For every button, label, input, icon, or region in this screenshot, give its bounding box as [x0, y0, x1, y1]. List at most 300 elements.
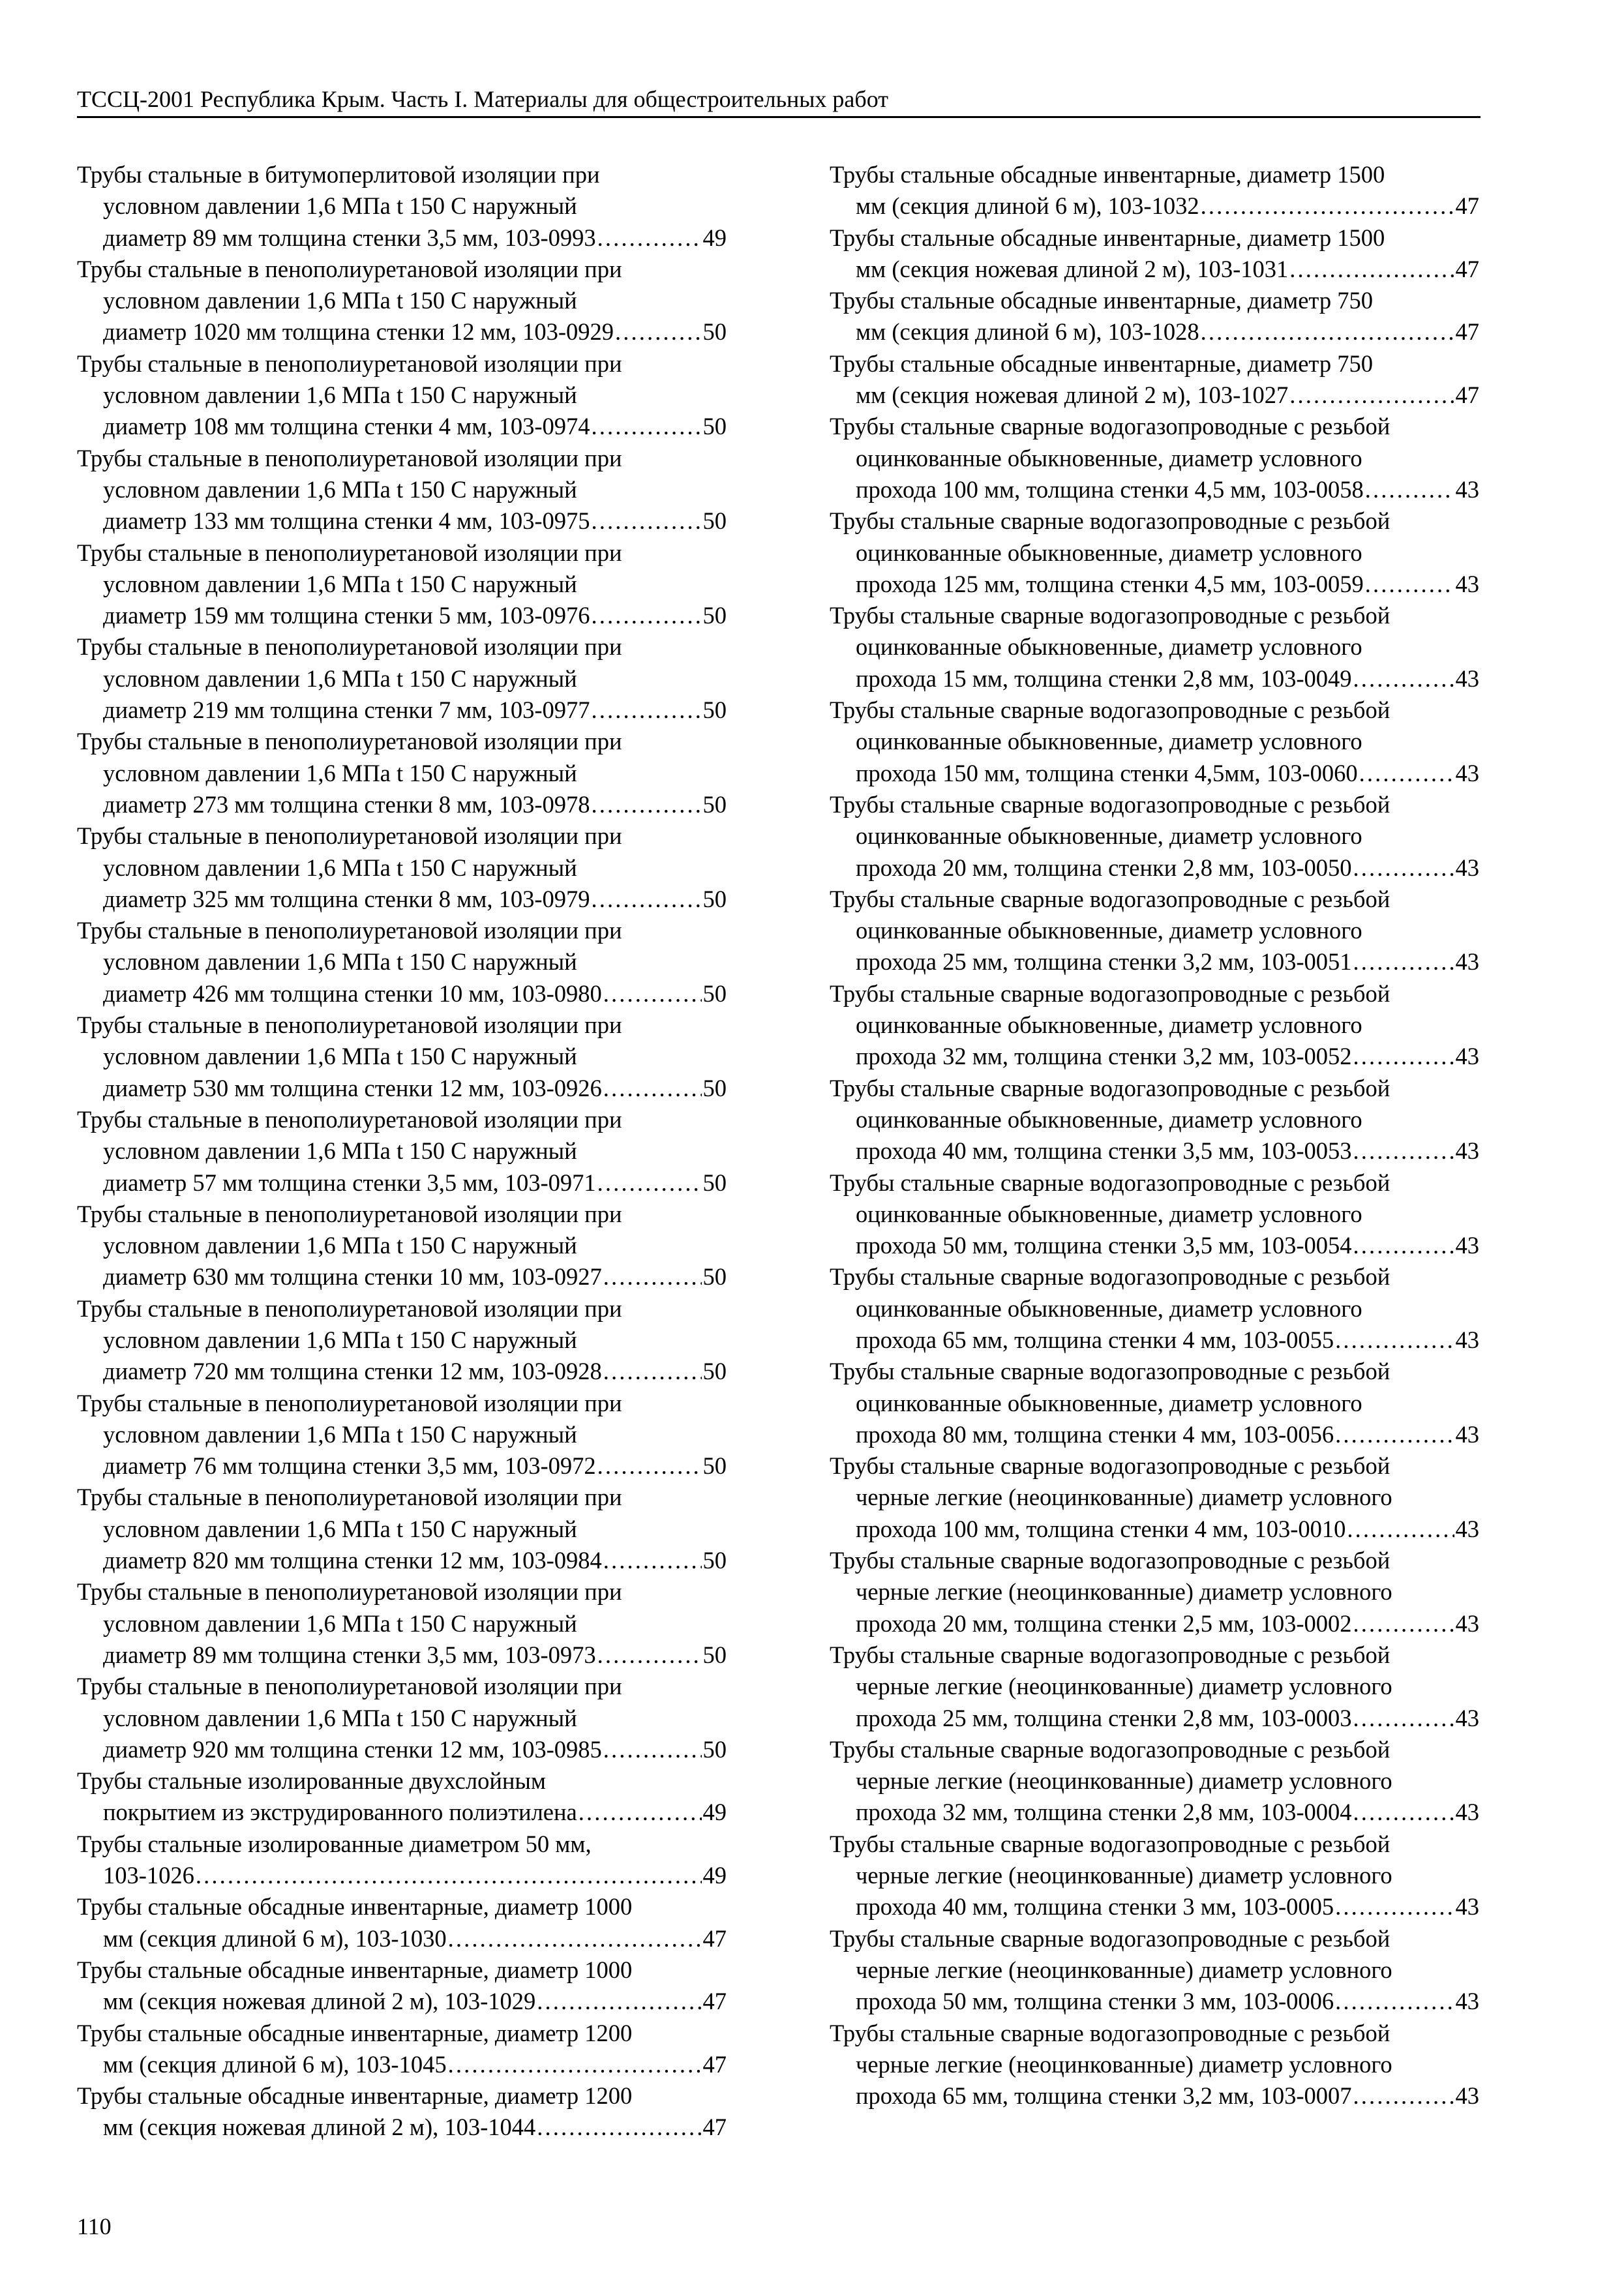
- entry-line: Трубы стальные в пенополиуретановой изоляции при: [77, 822, 622, 850]
- entry-line: черные легкие (неоцинкованные) диаметр условного: [856, 1956, 1392, 1983]
- index-entry: [77, 1671, 727, 1765]
- entry-line: Трубы стальные в пенополиуретановой изоляции при: [77, 1389, 622, 1416]
- entry-line: Трубы стальные сварные водогазопроводные с резьбой: [830, 885, 1391, 912]
- entry-last-line: [830, 1041, 1479, 1072]
- entry-last-line: [830, 380, 1479, 411]
- entry-last-line: [77, 2112, 727, 2143]
- index-entry: [830, 789, 1479, 884]
- index-entry: [830, 1450, 1479, 1545]
- entry-text: прохода 20 мм, толщина стенки 2,8 мм, 103-0050: [856, 854, 1352, 881]
- index-entry: [77, 820, 727, 915]
- entry-line: условном давлении 1,6 МПа t 150 С наружный: [103, 665, 577, 692]
- index-entry: [830, 1639, 1479, 1734]
- entry-page-number: 43: [1455, 854, 1479, 881]
- entry-page-number: 47: [1455, 192, 1479, 220]
- dot-leader: [1335, 1324, 1454, 1356]
- entry-line: оцинкованные обыкновенные, диаметр условного: [856, 539, 1362, 566]
- entry-line: оцинкованные обыкновенные, диаметр условного: [856, 1011, 1362, 1039]
- entry-text: диаметр 273 мм толщина стенки 8 мм, 103-0978: [103, 790, 590, 818]
- index-entry: [830, 1545, 1479, 1639]
- entry-line: оцинкованные обыкновенные, диаметр условного: [856, 728, 1362, 755]
- entry-page-number: 50: [702, 1641, 727, 1668]
- index-entry: [77, 631, 727, 726]
- entry-last-line: [77, 884, 727, 915]
- entry-line: условном давлении 1,6 МПа t 150 С наружный: [103, 948, 577, 976]
- dot-leader: [603, 978, 702, 1010]
- entry-text: диаметр 426 мм толщина стенки 10 мм, 103-0980: [103, 980, 602, 1007]
- index-entry: [830, 1167, 1479, 1262]
- entry-line: Трубы стальные в пенополиуретановой изоляции при: [77, 255, 622, 282]
- entry-text: диаметр 630 мм толщина стенки 10 мм, 103-0927: [103, 1263, 602, 1291]
- entry-text: диаметр 76 мм толщина стенки 3,5 мм, 103-0972: [103, 1452, 596, 1480]
- entry-page-number: 43: [1455, 1988, 1479, 2015]
- index-entry: [77, 537, 727, 632]
- entry-line: Трубы стальные в битумоперлитовой изоляции при: [77, 161, 600, 188]
- dot-leader: [597, 222, 702, 254]
- entry-line: черные легкие (неоцинкованные) диаметр условного: [856, 1673, 1392, 1700]
- entry-line: Трубы стальные в пенополиуретановой изоляции при: [77, 539, 622, 566]
- dot-leader: [1289, 254, 1454, 285]
- entry-line: черные легкие (неоцинкованные) диаметр условного: [856, 1767, 1392, 1795]
- entry-line: оцинкованные обыкновенные, диаметр условного: [856, 1389, 1362, 1416]
- index-entry: [77, 1388, 727, 1482]
- entry-text: мм (секция длиной 6 м), 103-1032: [856, 192, 1199, 220]
- entry-line: Трубы стальные сварные водогазопроводные с резьбой: [830, 1735, 1391, 1763]
- dot-leader: [592, 505, 702, 537]
- entry-line: Трубы стальные изолированные двухслойным: [77, 1767, 547, 1795]
- index-entry: [77, 2018, 727, 2081]
- entry-text: мм (секция длиной 6 м), 103-1028: [856, 318, 1199, 346]
- index-entry: [77, 1293, 727, 1388]
- entry-last-line: [77, 1923, 727, 1954]
- entry-page-number: 47: [1455, 318, 1479, 346]
- entry-page-number: 49: [702, 1799, 727, 1826]
- entry-page-number: 47: [702, 1924, 727, 1952]
- index-entry: [77, 726, 727, 820]
- entry-text: прохода 32 мм, толщина стенки 2,8 мм, 103-0004: [856, 1799, 1352, 1826]
- entry-last-line: [77, 1986, 727, 2017]
- dot-leader: [1365, 569, 1454, 600]
- entry-last-line: [830, 758, 1479, 789]
- index-entry: [77, 1765, 727, 1829]
- entry-line: условном давлении 1,6 МПа t 150 С наружный: [103, 1704, 577, 1731]
- dot-leader: [603, 1545, 702, 1576]
- entry-page-number: 47: [1455, 382, 1479, 409]
- entry-text: 103-1026: [103, 1862, 194, 1889]
- entry-last-line: [77, 505, 727, 537]
- entry-text: диаметр 530 мм толщина стенки 12 мм, 103-0926: [103, 1074, 602, 1101]
- dot-leader: [597, 1639, 702, 1671]
- index-entry: [830, 2018, 1479, 2112]
- entry-page-number: 50: [702, 1358, 727, 1385]
- entry-last-line: [830, 1419, 1479, 1450]
- entry-last-line: [77, 789, 727, 820]
- entry-page-number: 50: [702, 1547, 727, 1574]
- entry-line: Трубы стальные обсадные инвентарные, диаметр 1500: [830, 161, 1385, 188]
- entry-last-line: [77, 1734, 727, 1765]
- entry-last-line: [830, 569, 1479, 600]
- entry-line: Трубы стальные сварные водогазопроводные с резьбой: [830, 696, 1391, 724]
- dot-leader: [1353, 2080, 1454, 2112]
- entry-text: прохода 25 мм, толщина стенки 3,2 мм, 103-0051: [856, 948, 1352, 976]
- entry-line: условном давлении 1,6 МПа t 150 С наружный: [103, 287, 577, 314]
- entry-page-number: 49: [702, 224, 727, 251]
- dot-leader: [1353, 946, 1454, 978]
- entry-page-number: 43: [1455, 1232, 1479, 1259]
- dot-leader: [592, 884, 702, 915]
- index-entry: [830, 348, 1479, 411]
- dot-leader: [448, 2049, 702, 2080]
- dot-leader: [1353, 1608, 1454, 1639]
- entry-line: Трубы стальные сварные водогазопроводные с резьбой: [830, 602, 1391, 629]
- dot-leader: [1353, 1041, 1454, 1072]
- entry-line: Трубы стальные обсадные инвентарные, диаметр 1000: [77, 1956, 633, 1983]
- entry-text: прохода 25 мм, толщина стенки 2,8 мм, 103-0003: [856, 1704, 1352, 1731]
- entry-page-number: 50: [702, 318, 727, 346]
- entry-text: диаметр 820 мм толщина стенки 12 мм, 103-0984: [103, 1547, 602, 1574]
- entry-page-number: 43: [1455, 1043, 1479, 1070]
- entry-page-number: 43: [1455, 1609, 1479, 1637]
- dot-leader: [1335, 1986, 1454, 2017]
- index-entry: [830, 411, 1479, 505]
- entry-last-line: [830, 1986, 1479, 2017]
- dot-leader: [615, 316, 701, 348]
- entry-page-number: 43: [1455, 1515, 1479, 1542]
- entry-page-number: 50: [702, 790, 727, 818]
- dot-leader: [1359, 758, 1454, 789]
- index-entry: [830, 978, 1479, 1073]
- entry-line: Трубы стальные обсадные инвентарные, диаметр 750: [830, 287, 1373, 314]
- index-entry: [830, 1356, 1479, 1450]
- entry-last-line: [77, 1797, 727, 1828]
- entry-last-line: [77, 1073, 727, 1104]
- entry-line: Трубы стальные сварные водогазопроводные с резьбой: [830, 413, 1391, 440]
- entry-line: условном давлении 1,6 МПа t 150 С наружный: [103, 1232, 577, 1259]
- entry-page-number: 50: [702, 507, 727, 535]
- index-entry: [77, 1010, 727, 1104]
- entry-page-number: 43: [1455, 1893, 1479, 1921]
- index-entry: [77, 1954, 727, 2018]
- entry-page-number: 47: [702, 2114, 727, 2141]
- dot-leader: [592, 600, 702, 631]
- entry-page-number: 43: [1455, 2082, 1479, 2110]
- dot-leader: [603, 1261, 702, 1293]
- entry-page-number: 50: [702, 696, 727, 724]
- index-entry: [77, 254, 727, 348]
- entry-line: Трубы стальные в пенополиуретановой изоляции при: [77, 1578, 622, 1606]
- entry-line: Трубы стальные изолированные диаметром 50 мм,: [77, 1830, 592, 1857]
- index-entry: [830, 222, 1479, 286]
- entry-page-number: 47: [702, 2050, 727, 2078]
- entry-last-line: [830, 1891, 1479, 1922]
- entry-last-line: [830, 946, 1479, 978]
- entry-text: прохода 100 мм, толщина стенки 4 мм, 103-0010: [856, 1515, 1346, 1542]
- entry-line: Трубы стальные обсадные инвентарные, диаметр 1200: [77, 2082, 633, 2110]
- dot-leader: [1353, 1135, 1454, 1167]
- entry-page-number: 49: [702, 1862, 727, 1889]
- index-entry: [830, 1829, 1479, 1923]
- entry-text: диаметр 89 мм толщина стенки 3,5 мм, 103-0973: [103, 1641, 596, 1668]
- entry-last-line: [830, 852, 1479, 884]
- entry-text: диаметр 219 мм толщина стенки 7 мм, 103-0977: [103, 696, 590, 724]
- entry-page-number: 43: [1455, 1799, 1479, 1826]
- entry-line: оцинкованные обыкновенные, диаметр условного: [856, 1105, 1362, 1133]
- entry-last-line: [77, 1545, 727, 1576]
- entry-line: оцинкованные обыкновенные, диаметр условного: [856, 1294, 1362, 1322]
- entry-last-line: [830, 2080, 1479, 2112]
- entry-line: условном давлении 1,6 МПа t 150 С наружный: [103, 854, 577, 881]
- entry-line: Трубы стальные сварные водогазопроводные с резьбой: [830, 1263, 1391, 1291]
- dot-leader: [196, 1860, 702, 1891]
- entry-line: Трубы стальные сварные водогазопроводные с резьбой: [830, 2019, 1391, 2046]
- dot-leader: [597, 1450, 702, 1482]
- entry-line: Трубы стальные обсадные инвентарные, диаметр 1000: [77, 1893, 633, 1921]
- entry-last-line: [77, 1167, 727, 1199]
- entry-line: Трубы стальные в пенополиуретановой изоляции при: [77, 1011, 622, 1039]
- page-header: [77, 83, 1481, 118]
- page-number: 110: [77, 2213, 112, 2239]
- entry-text: прохода 65 мм, толщина стенки 4 мм, 103-0055: [856, 1326, 1334, 1353]
- entry-line: Трубы стальные в пенополиуретановой изоляции при: [77, 728, 622, 755]
- dot-leader: [537, 1986, 701, 2017]
- entry-text: диаметр 89 мм толщина стенки 3,5 мм, 103-0993: [103, 224, 596, 251]
- index-entry: [830, 600, 1479, 695]
- dot-leader: [592, 695, 702, 726]
- entry-line: условном давлении 1,6 МПа t 150 С наружный: [103, 1609, 577, 1637]
- index-entry: [830, 1261, 1479, 1356]
- index-entry: [830, 505, 1479, 600]
- entry-page-number: 43: [1455, 570, 1479, 597]
- entry-line: Трубы стальные в пенополиуретановой изоляции при: [77, 1294, 622, 1322]
- entry-text: диаметр 1020 мм толщина стенки 12 мм, 103-0929: [103, 318, 614, 346]
- entry-page-number: 43: [1455, 1326, 1479, 1353]
- entry-text: диаметр 920 мм толщина стенки 12 мм, 103-0985: [103, 1735, 602, 1763]
- entry-text: покрытием из экструдированного полиэтилена: [103, 1799, 577, 1826]
- entry-text: прохода 50 мм, толщина стенки 3 мм, 103-0006: [856, 1988, 1334, 2015]
- dot-leader: [1335, 1419, 1454, 1450]
- entry-text: прохода 150 мм, толщина стенки 4,5мм, 103-0060: [856, 759, 1358, 786]
- entry-text: мм (секция длиной 6 м), 103-1030: [103, 1924, 447, 1952]
- entry-page-number: 50: [702, 980, 727, 1007]
- entry-line: черные легкие (неоцинкованные) диаметр условного: [856, 1484, 1392, 1511]
- index-entry: [77, 1482, 727, 1576]
- dot-leader: [1353, 1230, 1454, 1261]
- entry-last-line: [830, 1135, 1479, 1167]
- entry-last-line: [77, 600, 727, 631]
- index-entry: [830, 884, 1479, 978]
- entry-page-number: 50: [702, 1263, 727, 1291]
- dot-leader: [592, 789, 702, 820]
- dot-leader: [1353, 663, 1454, 695]
- entry-line: Трубы стальные сварные водогазопроводные с резьбой: [830, 1169, 1391, 1196]
- entry-page-number: 43: [1455, 665, 1479, 692]
- entry-text: прохода 100 мм, толщина стенки 4,5 мм, 103-0058: [856, 475, 1364, 503]
- entry-last-line: [77, 411, 727, 442]
- entry-line: условном давлении 1,6 МПа t 150 С наружный: [103, 192, 577, 220]
- dot-leader: [1365, 474, 1454, 505]
- entry-line: оцинкованные обыкновенные, диаметр условного: [856, 1200, 1362, 1227]
- entry-text: диаметр 325 мм толщина стенки 8 мм, 103-0979: [103, 885, 590, 912]
- dot-leader: [1289, 380, 1454, 411]
- index-entry: [77, 2080, 727, 2144]
- entry-line: Трубы стальные сварные водогазопроводные с резьбой: [830, 1830, 1391, 1857]
- entry-page-number: 43: [1455, 1420, 1479, 1448]
- index-column-left: [77, 159, 727, 2144]
- entry-line: Трубы стальные в пенополиуретановой изоляции при: [77, 1105, 622, 1133]
- index-entry: [830, 1923, 1479, 2018]
- entry-text: прохода 50 мм, толщина стенки 3,5 мм, 103-0054: [856, 1232, 1352, 1259]
- header-title: ТССЦ-2001 Республика Крым. Часть I. Материалы для общестроительных работ: [77, 86, 888, 112]
- entry-last-line: [77, 222, 727, 254]
- entry-line: условном давлении 1,6 МПа t 150 С наружный: [103, 1420, 577, 1448]
- entry-line: условном давлении 1,6 МПа t 150 С наружный: [103, 475, 577, 503]
- entry-line: условном давлении 1,6 МПа t 150 С наружный: [103, 382, 577, 409]
- entry-last-line: [77, 1450, 727, 1482]
- entry-last-line: [830, 1608, 1479, 1639]
- entry-text: мм (секция ножевая длиной 2 м), 103-1027: [856, 382, 1289, 409]
- entry-line: оцинкованные обыкновенные, диаметр условного: [856, 917, 1362, 944]
- entry-line: оцинкованные обыкновенные, диаметр условного: [856, 633, 1362, 661]
- entry-line: Трубы стальные сварные водогазопроводные с резьбой: [830, 980, 1391, 1007]
- entry-line: Трубы стальные сварные водогазопроводные с резьбой: [830, 1074, 1391, 1101]
- index-entry: [830, 1073, 1479, 1167]
- entry-line: условном давлении 1,6 МПа t 150 С наружный: [103, 1043, 577, 1070]
- entry-line: Трубы стальные обсадные инвентарные, диаметр 750: [830, 350, 1373, 377]
- dot-leader: [1335, 1891, 1454, 1922]
- entry-line: Трубы стальные сварные водогазопроводные с резьбой: [830, 507, 1391, 535]
- dot-leader: [1353, 852, 1454, 884]
- dot-leader: [603, 1073, 702, 1104]
- entry-last-line: [830, 1324, 1479, 1356]
- entry-text: диаметр 57 мм толщина стенки 3,5 мм, 103-0971: [103, 1169, 596, 1196]
- entry-last-line: [830, 474, 1479, 505]
- entry-last-line: [830, 316, 1479, 348]
- entry-last-line: [77, 1860, 727, 1891]
- dot-leader: [1353, 1703, 1454, 1734]
- dot-leader: [603, 1734, 702, 1765]
- entry-text: прохода 125 мм, толщина стенки 4,5 мм, 103-0059: [856, 570, 1364, 597]
- dot-leader: [597, 1167, 702, 1199]
- entry-line: Трубы стальные в пенополиуретановой изоляции при: [77, 444, 622, 471]
- entry-line: Трубы стальные обсадные инвентарные, диаметр 1500: [830, 224, 1385, 251]
- entry-text: диаметр 133 мм толщина стенки 4 мм, 103-0975: [103, 507, 590, 535]
- entry-line: Трубы стальные сварные водогазопроводные с резьбой: [830, 1547, 1391, 1574]
- index-entry: [830, 159, 1479, 222]
- entry-line: оцинкованные обыкновенные, диаметр условного: [856, 822, 1362, 850]
- entry-page-number: 43: [1455, 1137, 1479, 1165]
- entry-page-number: 50: [702, 602, 727, 629]
- entry-last-line: [77, 1356, 727, 1387]
- index-entry: [77, 1576, 727, 1671]
- index-entry: [77, 1829, 727, 1892]
- entry-page-number: 43: [1455, 948, 1479, 976]
- entry-last-line: [830, 1514, 1479, 1545]
- entry-line: черные легкие (неоцинкованные) диаметр условного: [856, 1862, 1392, 1889]
- entry-last-line: [830, 254, 1479, 285]
- entry-text: мм (секция ножевая длиной 2 м), 103-1029: [103, 1988, 536, 2015]
- dot-leader: [1347, 1514, 1454, 1545]
- entry-text: диаметр 720 мм толщина стенки 12 мм, 103-0928: [103, 1358, 602, 1385]
- entry-line: Трубы стальные в пенополиуретановой изоляции при: [77, 633, 622, 661]
- entry-text: мм (секция ножевая длиной 2 м), 103-1044: [103, 2114, 536, 2141]
- index-column-right: [830, 159, 1479, 2112]
- entry-page-number: 47: [702, 1988, 727, 2015]
- entry-text: прохода 40 мм, толщина стенки 3 мм, 103-0005: [856, 1893, 1334, 1921]
- entry-page-number: 50: [702, 1169, 727, 1196]
- entry-line: условном давлении 1,6 МПа t 150 С наружный: [103, 759, 577, 786]
- index-entry: [77, 443, 727, 537]
- dot-leader: [1201, 316, 1454, 348]
- entry-line: условном давлении 1,6 МПа t 150 С наружный: [103, 1326, 577, 1353]
- entry-line: условном давлении 1,6 МПа t 150 С наружный: [103, 1137, 577, 1165]
- dot-leader: [1201, 190, 1454, 222]
- entry-last-line: [830, 190, 1479, 222]
- entry-page-number: 50: [702, 1452, 727, 1480]
- entry-text: прохода 15 мм, толщина стенки 2,8 мм, 103-0049: [856, 665, 1352, 692]
- entry-text: мм (секция длиной 6 м), 103-1045: [103, 2050, 447, 2078]
- dot-leader: [537, 2112, 701, 2143]
- entry-last-line: [830, 1797, 1479, 1828]
- index-entry: [77, 915, 727, 1010]
- entry-line: Трубы стальные сварные водогазопроводные с резьбой: [830, 790, 1391, 818]
- dot-leader: [579, 1797, 702, 1828]
- index-entry: [77, 1891, 727, 1954]
- entry-last-line: [77, 695, 727, 726]
- entry-line: Трубы стальные обсадные инвентарные, диаметр 1200: [77, 2019, 633, 2046]
- entry-line: черные легкие (неоцинкованные) диаметр условного: [856, 1578, 1392, 1606]
- entry-line: Трубы стальные сварные водогазопроводные с резьбой: [830, 1358, 1391, 1385]
- entry-text: прохода 20 мм, толщина стенки 2,5 мм, 103-0002: [856, 1609, 1352, 1637]
- entry-last-line: [77, 316, 727, 348]
- entry-text: прохода 65 мм, толщина стенки 3,2 мм, 103-0007: [856, 2082, 1352, 2110]
- dot-leader: [603, 1356, 702, 1387]
- entry-page-number: 43: [1455, 1704, 1479, 1731]
- entry-page-number: 50: [702, 885, 727, 912]
- entry-page-number: 50: [702, 1735, 727, 1763]
- entry-page-number: 47: [1455, 255, 1479, 282]
- entry-last-line: [77, 1261, 727, 1293]
- entry-text: прохода 40 мм, толщина стенки 3,5 мм, 103-0053: [856, 1137, 1352, 1165]
- entry-page-number: 43: [1455, 759, 1479, 786]
- index-entry: [77, 1199, 727, 1293]
- entry-last-line: [830, 1230, 1479, 1261]
- dot-leader: [448, 1923, 702, 1954]
- entry-line: Трубы стальные в пенополиуретановой изоляции при: [77, 1673, 622, 1700]
- entry-line: оцинкованные обыкновенные, диаметр условного: [856, 444, 1362, 471]
- entry-page-number: 50: [702, 1074, 727, 1101]
- index-entry: [77, 1104, 727, 1199]
- entry-page-number: 50: [702, 413, 727, 440]
- entry-text: диаметр 108 мм толщина стенки 4 мм, 103-0974: [103, 413, 590, 440]
- entry-last-line: [830, 1703, 1479, 1734]
- entry-last-line: [77, 2049, 727, 2080]
- index-entry: [77, 159, 727, 254]
- index-entry: [830, 695, 1479, 789]
- index-entry: [77, 348, 727, 443]
- entry-line: условном давлении 1,6 МПа t 150 С наружный: [103, 1515, 577, 1542]
- entry-last-line: [77, 978, 727, 1010]
- entry-line: Трубы стальные в пенополиуретановой изоляции при: [77, 1484, 622, 1511]
- entry-last-line: [77, 1639, 727, 1671]
- entry-line: условном давлении 1,6 МПа t 150 С наружный: [103, 570, 577, 597]
- index-entry: [830, 285, 1479, 348]
- entry-line: Трубы стальные в пенополиуретановой изоляции при: [77, 350, 622, 377]
- dot-leader: [592, 411, 702, 442]
- entry-text: прохода 32 мм, толщина стенки 3,2 мм, 103-0052: [856, 1043, 1352, 1070]
- entry-text: мм (секция ножевая длиной 2 м), 103-1031: [856, 255, 1289, 282]
- entry-line: Трубы стальные в пенополиуретановой изоляции при: [77, 917, 622, 944]
- entry-page-number: 43: [1455, 475, 1479, 503]
